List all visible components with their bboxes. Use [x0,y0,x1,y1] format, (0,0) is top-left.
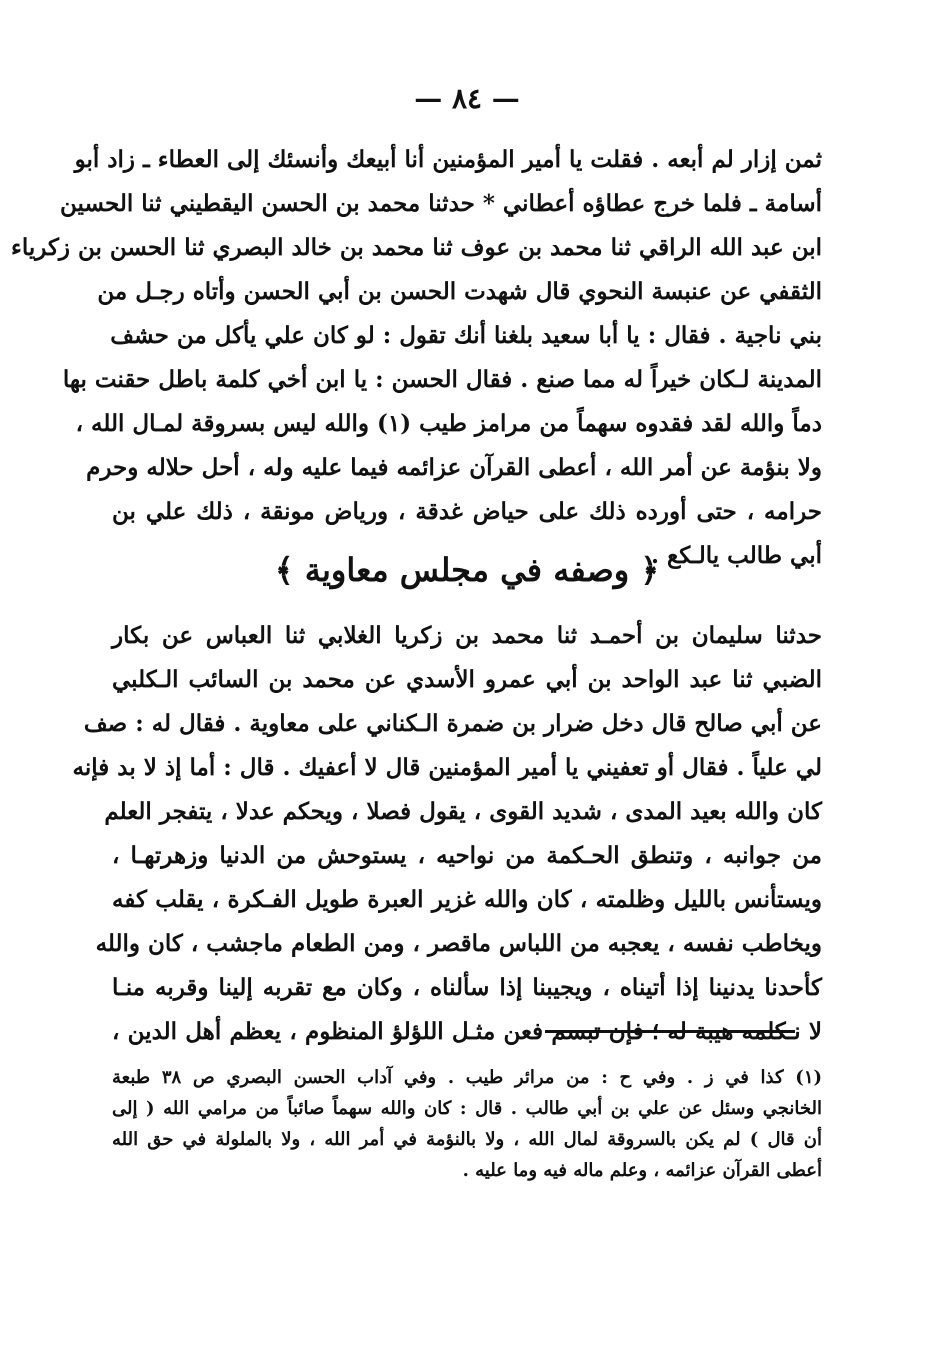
footnote-line: الخانجي وسئل عن علي بن أبي طالب . قال : كان والله سهماً صائباً من مرامي الله ( إلى [112,1098,822,1119]
text-line: ثمن إزار لم أبعه . فقلت يا أمير المؤمنين أنا أبيعك وأنسئك إلى العطاء ـ زاد أبو [74,146,822,173]
text-line: أبي طالب يالـكع . [651,542,822,569]
text-line: الضبي ثنا عبد الواحد بن أبي عمرو الأسدي عن محمد بن السائب الـكلبي [112,666,822,693]
text-line: ابن عبد الله الراقي ثنا محمد بن عوف ثنا محمد بن خالد البصري ثنا الحسن بن زكرياء [11,234,822,261]
text-line: دماً والله لقد فقدوه سهماً من مرامز طيب (١) والله ليس بسروقة لمـال الله ، [75,410,822,437]
text-line: المدينة لـكان خيراً له مما صنع . فقال الحسن : يا ابن أخي كلمة باطل حقنت بها [62,366,822,393]
paragraph-2 [72,614,822,1054]
text-line: حدثنا سليمان بن أحمـد ثنا محمد بن زكريا الغلابي ثنا العباس عن بكار [112,622,822,649]
text-line: ويخاطب نفسه ، يعجبه من اللباس ماقصر ، ومن الطعام ماجشب ، كان والله [95,930,822,957]
text-line: الثقفي عن عنبسة النحوي قال شهدت الحسن بن أبي الحسن وأتاه رجـل من [97,278,822,305]
text-line: ويستأنس بالليل وظلمته ، كان والله غزير العبرة طويل الفـكرة ، يقلب كفه [112,886,822,913]
text-line: كأحدنا يدنينا إذا أتيناه ، ويجيبنا إذا سألناه ، وكان مع تقربه إلينا وقربه منـا [112,974,822,1001]
section-heading: ﴿ وصفه في مجلس معاوية ﴾ [274,551,660,589]
text-line: كان والله بعيد المدى ، شديد القوى ، يقول فصلا ، ويحكم عدلا ، يتفجر العلم [104,798,822,825]
page-number: — ٨٤ — [414,82,520,115]
footnote-line: (١) كذا في ز . وفي ح : من مرائر طيب . وفي آداب الحسن البصري ص ٣٨ طبعة [112,1067,823,1088]
footnotes [112,1062,822,1186]
text-line: بني ناجية . فقال : يا أبا سعيد بلغنا أنك تقول : لو كان علي يأكل من حشف [110,322,822,349]
footnote-divider [545,1030,795,1033]
text-line: من جوانبه ، وتنطق الحـكمة من نواحيه ، يستوحش من الدنيا وزهرتهـا ، [112,842,822,869]
text-line: حرامه ، حتى أورده ذلك على حياض غدقة ، ورياض مونقة ، ذلك علي بن [112,498,822,525]
text-line: عن أبي صالح قال دخل ضرار بن ضمرة الـكناني على معاوية . فقال له : صف [83,710,822,737]
footnote-line: أعطى القرآن عزائمه ، وعلم ماله فيه وما عليه . [462,1160,822,1181]
paragraph-1 [11,138,822,578]
text-line: أسامة ـ فلما خرج عطاؤه أعطاني * حدثنا محمد بن الحسن اليقطيني ثنا الحسين [60,190,822,217]
text-line: لا نـكلمه هيبة له ؛ فإن تبسم فعن مثـل اللؤلؤ المنظوم ، يعظم أهل الدين ، [112,1018,822,1045]
text-line: ولا بنؤمة عن أمر الله ، أعطى القرآن عزائمه فيما عليه وله ، أحل حلاله وحرم [86,454,822,481]
text-line: لي علياً . فقال أو تعفيني يا أمير المؤمنين قال لا أعفيك . قال : أما إذ لا بد فإنه [72,754,822,781]
footnote-line: أن قال ) لم يكن بالسروقة لمال الله ، ولا بالنؤمة في أمر الله ، ولا بالملولة في حق الله [112,1129,822,1150]
